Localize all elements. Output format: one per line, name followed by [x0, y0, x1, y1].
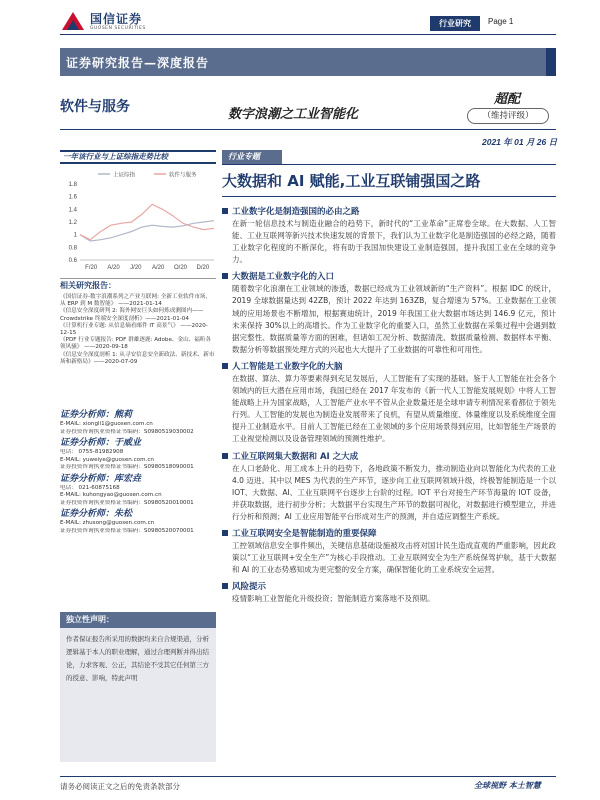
- section-paragraph: 工控领域信息安全事件频出，关键信息基础设施被攻击将对国计民生造成直观的严重影响，因此政策以“工业互联网+安全生产”为核心手段推动。工业互联网安全为生产系统保驾护航，基于大数据和 AI 的工业态势感知成为更完整的安全方案，确保智能化的工业系统安全运营。: [232, 540, 556, 575]
- series-line: [80, 204, 214, 239]
- article-body: [222, 206, 556, 610]
- article-section: [222, 361, 556, 446]
- x-tick-label: O/20: [173, 265, 188, 271]
- report-date: 2021 年 01 月 26 日: [482, 137, 558, 147]
- article-section: [222, 271, 556, 356]
- section-heading: 工业互联网集大数据和 AI 之大成: [222, 451, 556, 463]
- legend-label: 上证综指: [113, 172, 136, 179]
- article-section: [222, 581, 556, 605]
- x-tick-label: A/20: [151, 265, 165, 271]
- footer-disclaimer: 请务必阅读正文之后的免责条款部分: [60, 782, 180, 791]
- analyst-license: 证券投资咨询执业资格证书编码：S0980520070001: [60, 527, 194, 534]
- square-bullet-icon: [222, 583, 228, 589]
- related-report-item: 《信息安全深度剖析 1: 从寻安信息安全新政法、新技术、新市场和新格局》——2020-07-09: [60, 351, 215, 365]
- article-title: 大数据和 AI 赋能,工业互联铺强国之路: [222, 172, 481, 190]
- square-bullet-icon: [222, 453, 228, 459]
- report-banner: [60, 48, 556, 76]
- analyst-name: 证券分析师：朱松: [60, 509, 133, 519]
- x-tick-label: D/20: [196, 265, 210, 271]
- topic-divider: [222, 164, 556, 165]
- section-paragraph: 疫情影响工业智能化升级投资；智能制造方案落地不及预期。: [232, 594, 435, 604]
- analyst-contact: E-MAIL: zhusong@guosen.com.cn: [60, 520, 155, 526]
- series-line: [80, 221, 214, 241]
- report-subtitle: 数字浪潮之工业智能化: [228, 107, 359, 122]
- y-tick-label: 1: [73, 232, 77, 239]
- title-divider: [222, 196, 556, 197]
- section-paragraph: 在人口老龄化、用工成本上升的趋势下，各地政策不断发力，推动制造业向以智能化为代表的工业 4.0 迈进。其中以 MES 为代表的生产环节，逐步向工业互联网领域升级，终极智能制造是一个以 IOT、大数据、AI、工业互联网平台逐步上台阶的过程。IOT 平台对接生产环节海量的 IOT 设备，并获取数据，进行初步分析；大数据平台实现生产环节的数据可视化，对数据进行模型建立，并进行分析和预测；AI 工业应用智能平台形成对生产的预测，并自适应调整生产系统。: [232, 463, 556, 521]
- legend-label: 软件与服务: [169, 172, 197, 179]
- analyst-block: [60, 509, 216, 535]
- company-logo: [60, 8, 170, 36]
- article-section: [222, 451, 556, 523]
- rating-note: （维持评级）: [467, 108, 549, 124]
- independence-statement-title: 独立性声明：: [60, 612, 216, 628]
- related-reports: [60, 280, 216, 366]
- y-tick-label: 1.6: [68, 194, 77, 201]
- section-heading: 人工智能是工业数字化的大脑: [222, 361, 556, 373]
- x-tick-label: F/20: [85, 265, 98, 271]
- analyst-name: 证券分析师：于威业: [60, 438, 142, 448]
- section-heading: 工业互联网安全是智能制造的重要保障: [222, 528, 556, 540]
- section-paragraph: 在新一轮信息技术与制造业融合的趋势下，新时代的“工业革命”正席卷全球。在大数据、人工智能、工业互联网等新兴技术快速发展的背景下，我们认为工业数字化是制造强国的必经之路，随着工业数字化程度的不断深化，将有助于我国加快建设工业制造强国，提升我国工业在全球的竞争力。: [232, 219, 556, 265]
- analyst-contact: E-MAIL: kuhongyao@guosen.com.cn: [60, 492, 162, 498]
- sector-label: 软件与服务: [60, 99, 130, 115]
- topic-tag: 行业专题: [222, 150, 282, 164]
- y-tick-label: 0.6: [68, 258, 77, 264]
- sector-divider: [60, 129, 556, 130]
- footer-divider: [60, 776, 556, 777]
- section-heading: 风险提示: [222, 581, 556, 593]
- related-report-item: 《PDF 行业专题报告: PDF 群雄逐鹿: Adobe、金山、福昕各领风骚》 ——2020-09-18: [60, 337, 212, 351]
- analyst-block: [60, 438, 216, 472]
- square-bullet-icon: [222, 208, 228, 214]
- section-heading: 工业数字化是制造强国的必由之路: [222, 206, 556, 218]
- section-paragraph: 在数据、算法、算力等要素得到充足发展后，人工智能有了实现的基础。鉴于人工智能在社会各个领域内的巨大潜在应用市场，我国已经在 2017 年发布的《新一代人工智能发展规划》中将人工智能战略上升为国家战略，人工智能产业水平不管从企业数量还是全球申请专利情况来看都位于领先行列。人工智能的发展也为制造业发展带来了良机，有望从质量维度、体量维度以及系统维度全面提升工业制造水平。目前人工智能已经在工业领域的多个应用场景得到应用，比如智能生产场景的工业视觉检测以及设备管理领域的预测性维护。: [232, 373, 556, 444]
- related-report-item: 《计算机行业专题: 从信息熵看邮件 IT 高景气》 ——2020-12-15: [60, 322, 208, 337]
- header-divider: [60, 34, 556, 35]
- banner-accent: [546, 48, 556, 76]
- analyst-license: 证券投资咨询执业资格证书编码：S0980520010001: [60, 499, 194, 506]
- index-comparison-chart: [58, 166, 218, 276]
- y-tick-label: 0.8: [68, 245, 77, 252]
- related-report-item: 《国信证券-数字浪潮系列之产业互联网: 全新工业软件市场，从 ERP 到 M 数智能》 ——2021-01-14: [60, 294, 212, 308]
- page-number: Page 1: [488, 17, 514, 26]
- article-section: [222, 528, 556, 576]
- logo-mark-icon: [60, 10, 86, 32]
- analyst-phone: 电话： 021-60875168: [60, 484, 120, 491]
- logo-text: 国信证券: [90, 12, 143, 26]
- section-paragraph: 随着数字化浪潮在工业领域的渗透，数据已经成为工业领域新的“生产资料”。根据 IDC 的统计，2019 全球数据量达到 42ZB，预计 2022 年达到 163ZB，复合增速为 57%。工业数据在工业领域的应用场景也不断增加，根据赛迪统计，2019 年我国工业大数据市场达到 146.9 亿元，预计未来保持 30%以上的高增长。作为工业数字化的重要入口，虽然工业数据在采集过程中会遇到数据完整性、数据质量等方面的困难，但诸如工况分析、数据清洗、数据质量检测、数据样本平衡、数据分析等数据预处理方式的兴起也大大提升了工业数据的可靠性和可用性。: [232, 284, 556, 354]
- report-type-badge: 行业研究: [430, 16, 480, 31]
- analyst-license: 证券投资咨询执业资格证书编码：S0980518090001: [60, 464, 194, 470]
- chart-heading: 一年该行业与上证综指走势比较: [60, 150, 216, 164]
- x-tick-label: J/20: [130, 265, 142, 271]
- related-reports-title: 相关研究报告：: [60, 281, 116, 290]
- analyst-name: 证券分析师：库宏垚: [60, 473, 142, 484]
- square-bullet-icon: [222, 530, 228, 536]
- y-tick-label: 1.8: [68, 182, 77, 188]
- analyst-contact: E-MAIL: xiongli1@guosen.com.cn: [60, 421, 153, 427]
- rating: 超配: [494, 92, 521, 107]
- analyst-license: 证券投资咨询执业资格证书编码：S0980519030002: [60, 428, 194, 435]
- footer-slogan: 全球视野 本土智慧: [474, 781, 541, 790]
- analyst-phone: 电话： 0755-81982908: [60, 449, 124, 455]
- analyst-block: [60, 474, 216, 508]
- independence-statement: [60, 612, 216, 762]
- sidebar-divider: [60, 278, 216, 279]
- banner-title: 证券研究报告—深度报告: [66, 56, 210, 70]
- y-tick-label: 1.4: [68, 207, 77, 214]
- square-bullet-icon: [222, 363, 228, 369]
- analyst-contact: E-MAIL: yuweiye@guosen.com.cn: [60, 456, 154, 463]
- section-heading: 大数据是工业数字化的入口: [222, 271, 556, 283]
- article-section: [222, 206, 556, 266]
- related-report-item: 《信息安全深度研判 2: 海外网安巨头如何炼成测图内——Crowdstrike 终端安全深度剖析》——2021-01-04: [60, 308, 204, 322]
- x-tick-label: A/20: [107, 265, 120, 271]
- square-bullet-icon: [222, 273, 228, 279]
- analyst-list: [60, 410, 216, 537]
- logo-subtext: GUOSEN SECURITIES: [90, 26, 146, 31]
- independence-statement-text: 作者保证报告所采用的数据均来自合规渠道，分析逻辑基于本人的职业理解，通过合理判断并得出结论，力求客观、公正，其结论不受其它任何第三方的授意、影响，特此声明: [66, 635, 209, 682]
- y-tick-label: 1.2: [68, 220, 77, 226]
- analyst-block: [60, 410, 216, 436]
- analyst-name: 证券分析师：熊莉: [60, 410, 133, 420]
